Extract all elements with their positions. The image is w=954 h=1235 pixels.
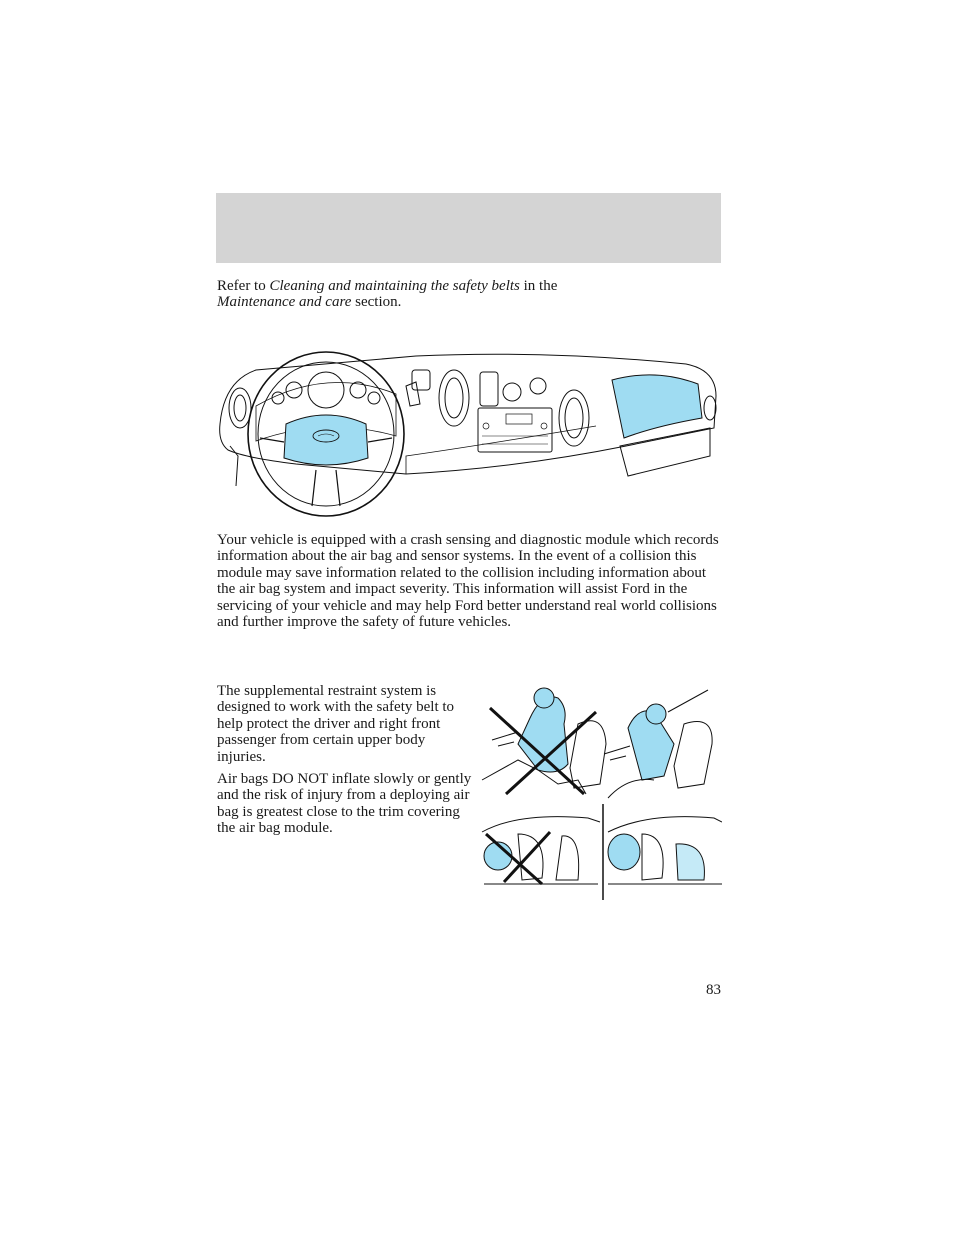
intro-paragraph xyxy=(217,278,722,311)
incorrect-position-icon xyxy=(482,688,606,794)
srs-paragraph: The supplemental restraint system is designed to work with the safety belt to help protect the driver and right front passenger from certain upper body injuries. xyxy=(217,683,455,765)
intro-reference-title: Cleaning and maintaining the safety belts xyxy=(269,278,520,294)
correct-position-icon xyxy=(604,690,712,798)
module-paragraph: Your vehicle is equipped with a crash sensing and diagnostic module which records information about the air bag and sensor systems. In the event of a collision this module may save information related to the collision including information about the air bag system and impact severity. This information will assist Ford in the servicing of your vehicle and may help Ford better understand real world collisions and further improve the safety of future vehicles. xyxy=(217,532,719,631)
dashboard-illustration xyxy=(216,346,721,518)
intro-reference-section: Maintenance and care xyxy=(217,294,352,311)
inflate-paragraph: Air bags DO NOT inflate slowly or gently and the risk of injury from a deploying air bag is greatest close to the trim covering the air bag module. xyxy=(217,771,472,837)
intro-middle: in the xyxy=(519,278,558,294)
airbag-position-illustration xyxy=(478,684,722,900)
driver-airbag-highlight xyxy=(284,415,368,465)
intro-prefix: Refer to xyxy=(217,278,270,294)
section-header-band xyxy=(216,193,721,263)
page-number: 83 xyxy=(706,982,721,998)
intro-suffix: section. xyxy=(351,294,402,311)
passenger-airbag-highlight xyxy=(612,375,702,438)
radio-unit xyxy=(478,408,552,452)
